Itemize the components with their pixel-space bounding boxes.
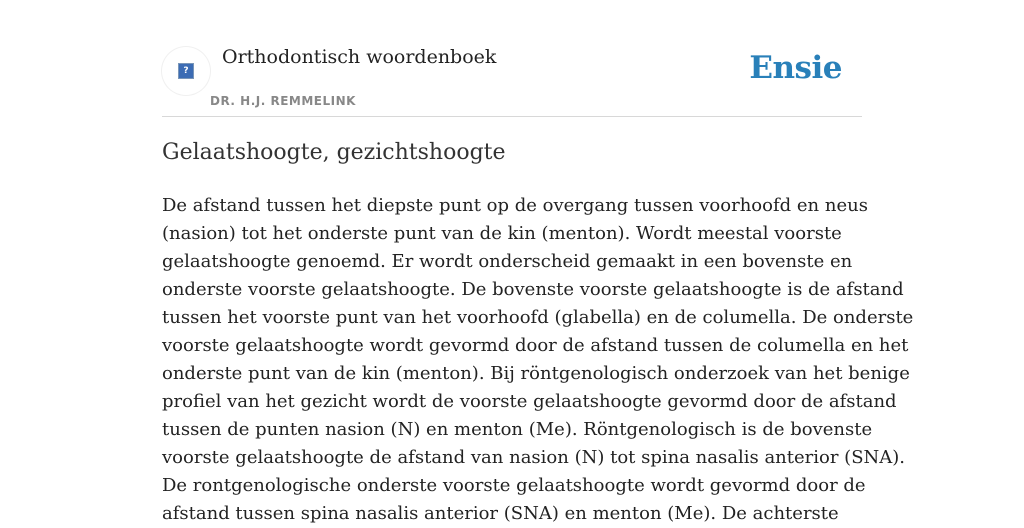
definition-line: (nasion) tot het onderste punt van de kin (menton). Wordt meestal voorste [162, 223, 842, 244]
ensie-logo[interactable]: Ensie [749, 50, 842, 86]
entry-definition [162, 192, 914, 528]
entry-term: Gelaatshoogte, gezichtshoogte [162, 140, 506, 165]
missing-image-icon: ? [178, 63, 194, 79]
definition-line: profiel van het gezicht wordt de voorste gelaatshoogte gevormd door de afstand [162, 391, 897, 412]
entry-card [162, 0, 914, 524]
definition-line: onderste voorste gelaatshoogte. De bovenste voorste gelaatshoogte is de afstand [162, 279, 904, 300]
definition-line: tussen de punten nasion (N) en menton (Me). Röntgenologisch is de bovenste [162, 419, 873, 440]
definition-line: tussen het voorste punt van het voorhoofd (glabella) en de columella. De onderste [162, 307, 914, 328]
definition-line: onderste punt van de kin (menton). Bij röntgenologisch onderzoek van het benige [162, 363, 910, 384]
definition-line: gelaatshoogte genoemd. Er wordt onderscheid gemaakt in een bovenste en [162, 251, 853, 272]
definition-line: afstand tussen spina nasalis anterior (SNA) en menton (Me). De achterste [162, 503, 839, 524]
book-author[interactable]: DR. H.J. REMMELINK [210, 94, 356, 108]
book-title[interactable]: Orthodontisch woordenboek [222, 46, 497, 68]
definition-line: voorste gelaatshoogte wordt gevormd door de afstand tussen de columella en het [162, 335, 909, 356]
entry-header [162, 0, 862, 117]
definition-line: De afstand tussen het diepste punt op de overgang tussen voorhoofd en neus [162, 195, 868, 216]
book-cover-thumbnail[interactable] [162, 47, 210, 95]
definition-line: De rontgenologische onderste voorste gelaatshoogte wordt gevormd door de [162, 475, 866, 496]
definition-line: voorste gelaatshoogte de afstand van nasion (N) tot spina nasalis anterior (SNA). [162, 447, 906, 468]
